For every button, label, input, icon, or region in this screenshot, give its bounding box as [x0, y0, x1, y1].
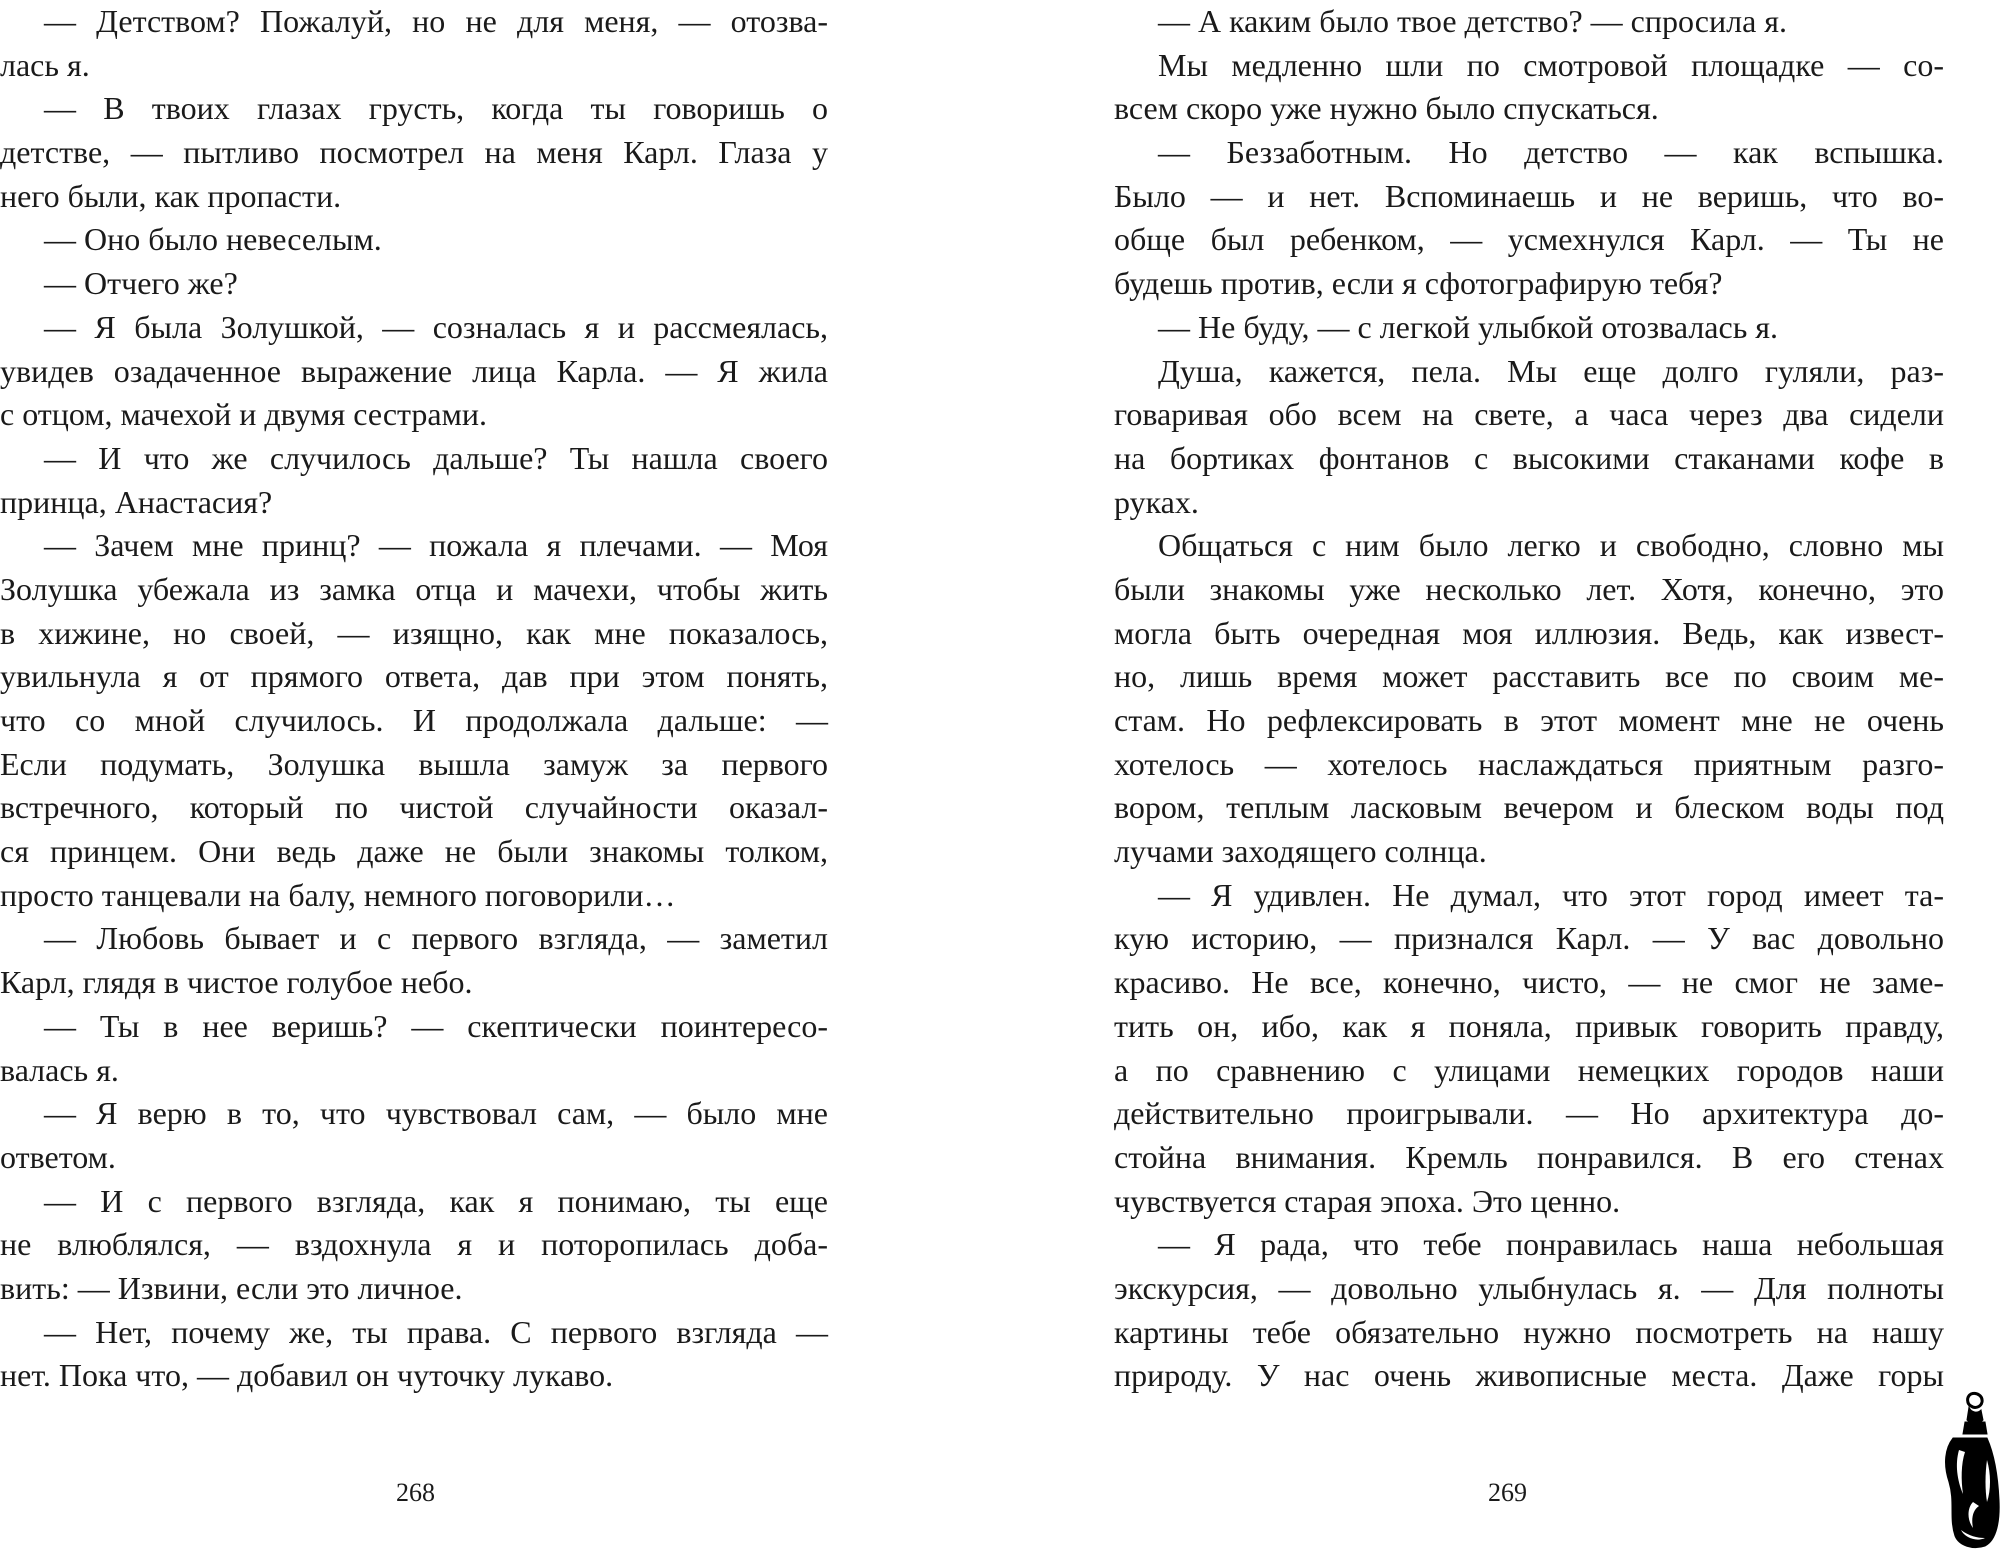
right-page — [1000, 0, 2000, 1551]
text-line: что со мной случилось. И продолжала дальше: — — [0, 702, 828, 738]
text-line: Душа, кажется, пела. Мы еще долго гуляли, раз- — [1158, 352, 1944, 389]
text-line: лучами заходящего солнца. — [1114, 833, 1487, 870]
text-line: — Ты в нее веришь? — скептически поинтересо- — [44, 1007, 828, 1044]
text-line: увидев озадаченное выражение лица Карла. — Я жила — [0, 352, 828, 389]
text-line: — И что же случилось дальше? Ты нашла своего — [44, 439, 828, 476]
text-line: Если подумать, Золушка вышла замуж за первого — [0, 745, 828, 782]
text-line: природу. У нас очень живописные места. Даже горы — [1114, 1357, 1944, 1394]
text-line: руках. — [1114, 483, 1199, 520]
left-page-text — [0, 0, 828, 1398]
text-line: а по сравнению с улицами немецких городов наши — [1114, 1051, 1944, 1088]
right-page-text — [1114, 0, 1944, 1398]
text-line: лась я. — [0, 46, 90, 83]
text-line: Общаться с ним было легко и свободно, словно мы — [1158, 527, 1944, 564]
text-line: вить: — Извини, если это личное. — [0, 1269, 463, 1306]
text-line: ответом. — [0, 1138, 116, 1175]
text-line: экскурсия, — довольно улыбнулась я. — Для полноты — [1114, 1269, 1944, 1306]
text-line: валась я. — [0, 1051, 119, 1088]
text-line: Мы медленно шли по смотровой площадке — со- — [1158, 46, 1944, 83]
text-line: — Я удивлен. Не думал, что этот город имеет та- — [1158, 876, 1944, 913]
text-line: просто танцевали на балу, немного поговорили… — [0, 876, 676, 913]
text-line: него были, как пропасти. — [0, 177, 342, 214]
text-line: кую историю, — признался Карл. — У вас довольно — [1114, 920, 1944, 957]
text-line: Карл, глядя в чистое голубое небо. — [0, 964, 473, 1001]
text-line: не влюблялся, — вздохнула я и поторопилась доба- — [0, 1226, 828, 1263]
text-line: обще был ребенком, — усмехнулся Карл. — Ты не — [1114, 221, 1944, 258]
text-line: Было — и нет. Вспоминаешь и не веришь, что во- — [1114, 177, 1944, 214]
text-line: ся принцем. Они ведь даже не были знакомы толком, — [0, 833, 828, 870]
text-line: Золушка убежала из замка отца и мачехи, чтобы жить — [0, 570, 828, 607]
text-line: на бортиках фонтанов с высокими стаканами кофе в — [1114, 439, 1944, 476]
text-line: хотелось — хотелось наслаждаться приятным разго- — [1114, 745, 1944, 782]
text-line: стойна внимания. Кремль понравился. В его стенах — [1114, 1138, 1944, 1175]
text-line: — Не буду, — с легкой улыбкой отозвалась я. — [1158, 308, 1779, 345]
text-line: будешь против, если я сфотографирую тебя? — [1114, 265, 1723, 302]
right-page-number: 269 — [1488, 1478, 1527, 1507]
text-line: — Я верю в то, что чувствовал сам, — было мне — [44, 1095, 828, 1132]
text-line: но, лишь время может расставить все по своим ме- — [1114, 658, 1944, 695]
text-line: чувствуется старая эпоха. Это ценно. — [1114, 1182, 1621, 1219]
text-line: стам. Но рефлексировать в этот момент мне не очень — [1114, 702, 1944, 738]
text-line: — Отчего же? — [44, 265, 238, 302]
text-line: — Оно было невеселым. — [44, 221, 382, 258]
text-line: были знакомы уже несколько лет. Хотя, конечно, это — [1114, 570, 1944, 607]
text-line: вором, теплым ласковым вечером и блеском воды под — [1114, 789, 1944, 826]
text-line: картины тебе обязательно нужно посмотреть на нашу — [1114, 1313, 1944, 1350]
text-line: — Я была Золушкой, — созналась я и рассмеялась, — [44, 308, 828, 345]
text-line: действительно проигрывали. — Но архитектура до- — [1114, 1095, 1944, 1132]
text-line: — Детством? Пожалуй, но не для меня, — отозва- — [44, 3, 828, 39]
text-line: увильнула я от прямого ответа, дав при этом понять, — [0, 658, 828, 695]
perfume-bottle-icon — [1925, 1390, 2000, 1551]
text-line: — Любовь бывает и с первого взгляда, — заметил — [44, 920, 828, 957]
text-line: — А каким было твое детство? — спросила я. — [1158, 3, 1787, 39]
text-line: нет. Пока что, — добавил он чуточку лукаво. — [0, 1357, 614, 1394]
left-page-number: 268 — [396, 1478, 435, 1507]
text-line: могла быть очередная моя иллюзия. Ведь, как извест- — [1114, 614, 1944, 651]
text-line: красиво. Не все, конечно, чисто, — не смог не заме- — [1114, 964, 1944, 1001]
text-line: говаривая обо всем на свете, а часа через два сидели — [1114, 396, 1944, 433]
text-line: встречного, который по чистой случайности оказал- — [0, 789, 828, 826]
text-line: — Зачем мне принц? — пожала я плечами. — Моя — [44, 527, 828, 564]
text-line: всем скоро уже нужно было спускаться. — [1114, 90, 1659, 127]
text-line: — Нет, почему же, ты права. С первого взгляда — — [44, 1313, 828, 1350]
text-line: — В твоих глазах грусть, когда ты говоришь о — [44, 90, 828, 127]
text-line: принца, Анастасия? — [0, 483, 273, 520]
text-line: с отцом, мачехой и двумя сестрами. — [0, 396, 487, 433]
text-line: — И с первого взгляда, как я понимаю, ты еще — [44, 1182, 828, 1219]
text-line: — Я рада, что тебе понравилась наша небольшая — [1158, 1226, 1944, 1263]
text-line: детстве, — пытливо посмотрел на меня Карл. Глаза у — [0, 134, 828, 171]
text-line: тить он, ибо, как я поняла, привык говорить правду, — [1114, 1007, 1944, 1044]
text-line: — Беззаботным. Но детство — как вспышка. — [1158, 134, 1944, 171]
text-line: в хижине, но своей, — изящно, как мне показалось, — [0, 614, 828, 651]
